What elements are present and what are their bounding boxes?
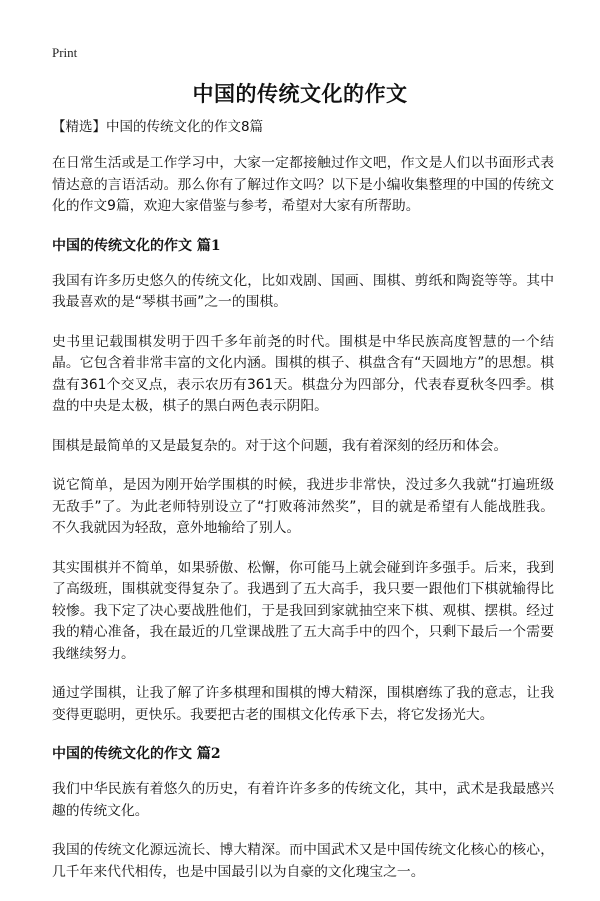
article-body: [52, 117, 554, 901]
section-1-paragraph: 其实围棋并不简单，如果骄傲、松懈，你可能马上就会碰到许多强手。后来，我到了高级班，围棋就变得复杂了。我遇到了五大高手，我只要一跟他们下棋就输得比较惨。我下定了决心要战胜他们，于是我回到家就抽空来下棋、观棋、摆棋。经过我的精心准备，我在最近的几堂课战胜了五大高手中的四个，只剩下最后一个需要我继续努力。: [52, 559, 554, 662]
section-1-paragraph: 说它简单，是因为刚开始学围棋的时候，我进步非常快，没过多久我就“打遍班级无敌手”了。为此老师特别设立了“打败蒋沛然奖”，目的就是希望有人能战胜我。不久我就因为轻敌，意外地输给了别人。: [52, 477, 554, 536]
intro-paragraph: 在日常生活或是工作学习中，大家一定都接触过作文吧，作文是人们以书面形式表情达意的言语活动。那么你有了解过作文吗？以下是小编收集整理的中国的传统文化的作文9篇，欢迎大家借鉴与参考，希望对大家有所帮助。: [52, 155, 554, 214]
article-subtitle: 【精选】中国的传统文化的作文8篇: [52, 119, 264, 135]
page-title: 中国的传统文化的作文: [192, 82, 408, 106]
section-1-paragraph: 史书里记载围棋发明于四千多年前尧的时代。围棋是中华民族高度智慧的一个结晶。它包含着非常丰富的文化内涵。围棋的棋子、棋盘含有“天圆地方”的思想。棋盘有361个交叉点，表示农历有361天。棋盘分为四部分，代表春夏秋冬四季。棋盘的中央是太极，棋子的黑白两色表示阴阳。: [52, 333, 554, 414]
section-heading-2: 中国的传统文化的作文 篇2: [52, 746, 221, 762]
section-2-paragraph: 我们中华民族有着悠久的历史，有着许许多多的传统文化，其中，武术是我最感兴趣的传统文化。: [52, 781, 554, 819]
print-link[interactable]: Print: [52, 45, 78, 60]
section-heading-1: 中国的传统文化的作文 篇1: [52, 237, 221, 254]
section-2-paragraph: 我国的传统文化源远流长、博大精深。而中国武术又是中国传统文化核心的核心，几千年来代代相传，也是中国最引以为自豪的文化瑰宝之一。: [52, 842, 554, 880]
section-1-paragraph: 我国有许多历史悠久的传统文化，比如戏剧、国画、围棋、剪纸和陶瓷等等。其中我最喜欢的是“琴棋书画”之一的围棋。: [52, 272, 554, 310]
section-1-paragraph: 围棋是最简单的又是最复杂的。对于这个问题，我有着深刻的经历和体会。: [52, 437, 508, 454]
section-1-paragraph: 通过学围棋，让我了解了许多棋理和围棋的博大精深，围棋磨练了我的意志，让我变得更聪明，更快乐。我要把古老的围棋文化传承下去，将它发扬光大。: [52, 685, 554, 723]
